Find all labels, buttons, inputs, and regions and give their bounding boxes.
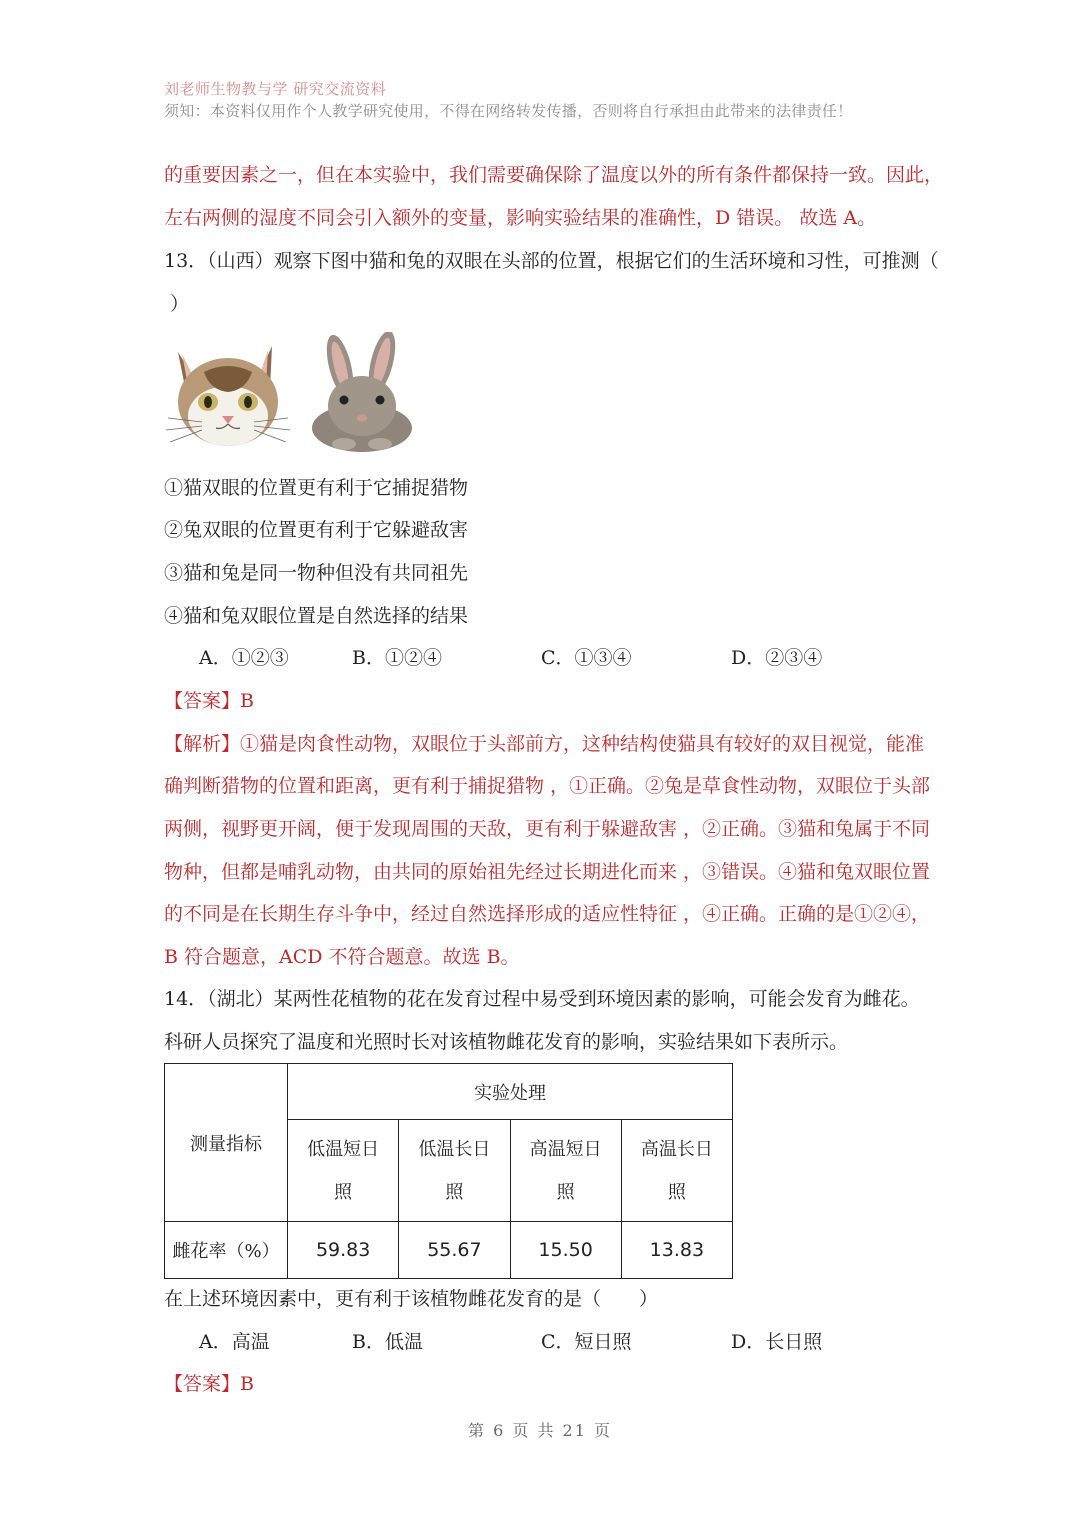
table-group-header: 实验处理 <box>288 1064 733 1120</box>
q14-option-d: D．长日照 <box>731 1331 823 1353</box>
q13-statement-2: ②兔双眼的位置更有利于它躲避敌害 <box>164 519 469 541</box>
q13-analysis-line4: 物种，但都是哺乳动物，由共同的原始祖先经过长期进化而来 ，③错误。④猫和兔双眼位置 <box>164 861 931 883</box>
header-source: 刘老师生物教与学 研究交流资料 <box>164 80 387 98</box>
table-col-1: 低温短日 照 <box>288 1120 399 1222</box>
q13-statement-4: ④猫和兔双眼位置是自然选择的结果 <box>164 605 469 627</box>
table-col-2: 低温长日 照 <box>399 1120 510 1222</box>
q13-option-b: B．①②④ <box>352 647 442 669</box>
cat-image <box>164 332 292 454</box>
q13-analysis-line1: 【解析】①猫是肉食性动物，双眼位于头部前方，这种结构使猫具有较好的双目视觉，能准 <box>164 733 925 755</box>
table-value-3: 15.50 <box>510 1222 621 1279</box>
q13-option-c: C．①③④ <box>541 647 632 669</box>
q13-stem-line2: ） <box>170 293 190 315</box>
q13-analysis-line3: 两侧，视野更开阔，便于发现周围的天敌，更有利于躲避敌害 ，②正确。③猫和兔属于不同 <box>164 818 931 840</box>
page-footer: 第 6 页 共 21 页 <box>468 1421 612 1440</box>
table-value-2: 55.67 <box>399 1222 510 1279</box>
header-notice: 须知：本资料仅用作个人教学研究使用，不得在网络转发传播，否则将自行承担由此带来的法律责任！ <box>164 102 853 120</box>
q14-stem-line1: 14．（湖北）某两性花植物的花在发育过程中易受到环境因素的影响，可能会发育为雌花。 <box>164 988 920 1010</box>
q13-statement-3: ③猫和兔是同一物种但没有共同祖先 <box>164 562 469 584</box>
prev-explanation-line1: 的重要因素之一，但在本实验中，我们需要确保除了温度以外的所有条件都保持一致。因此， <box>164 164 944 186</box>
q13-analysis-line2: 确判断猎物的位置和距离，更有利于捕捉猎物 ，①正确。②兔是草食性动物，双眼位于头部 <box>164 775 931 797</box>
q14-answer: 【答案】B <box>164 1373 254 1395</box>
q13-analysis-line6: B 符合题意，ACD 不符合题意。故选 B。 <box>164 946 520 968</box>
table-col-3: 高温短日 照 <box>510 1120 621 1222</box>
q13-option-a: A．①②③ <box>199 647 289 669</box>
q14-question: 在上述环境因素中，更有利于该植物雌花发育的是（ ） <box>164 1288 659 1310</box>
q13-option-d: D．②③④ <box>731 647 823 669</box>
table-row-header: 测量指标 <box>165 1064 288 1222</box>
q13-analysis-line5: 的不同是在长期生存斗争中，经过自然选择形成的适应性特征 ，④正确。正确的是①②④， <box>164 903 931 925</box>
prev-explanation-line2: 左右两侧的湿度不同会引入额外的变量，影响实验结果的准确性，D 错误。 故选 A。 <box>164 207 877 229</box>
q14-stem-line2: 科研人员探究了温度和光照时长对该植物雌花发育的影响，实验结果如下表所示。 <box>164 1031 849 1053</box>
experiment-table <box>164 1063 733 1279</box>
table-row-label: 雌花率（%） <box>165 1222 288 1279</box>
table-value-1: 59.83 <box>288 1222 399 1279</box>
table-value-4: 13.83 <box>621 1222 732 1279</box>
q14-option-c: C．短日照 <box>541 1331 632 1353</box>
q14-option-b: B．低温 <box>352 1331 423 1353</box>
q13-statement-1: ①猫双眼的位置更有利于它捕捉猎物 <box>164 477 469 499</box>
q14-option-a: A．高温 <box>199 1331 270 1353</box>
q13-answer: 【答案】B <box>164 690 254 712</box>
q13-stem-line1: 13．（山西）观察下图中猫和兔的双眼在头部的位置，根据它们的生活环境和习性，可推测（ <box>164 250 939 272</box>
table-col-4: 高温长日 照 <box>621 1120 732 1222</box>
rabbit-image <box>300 332 428 454</box>
